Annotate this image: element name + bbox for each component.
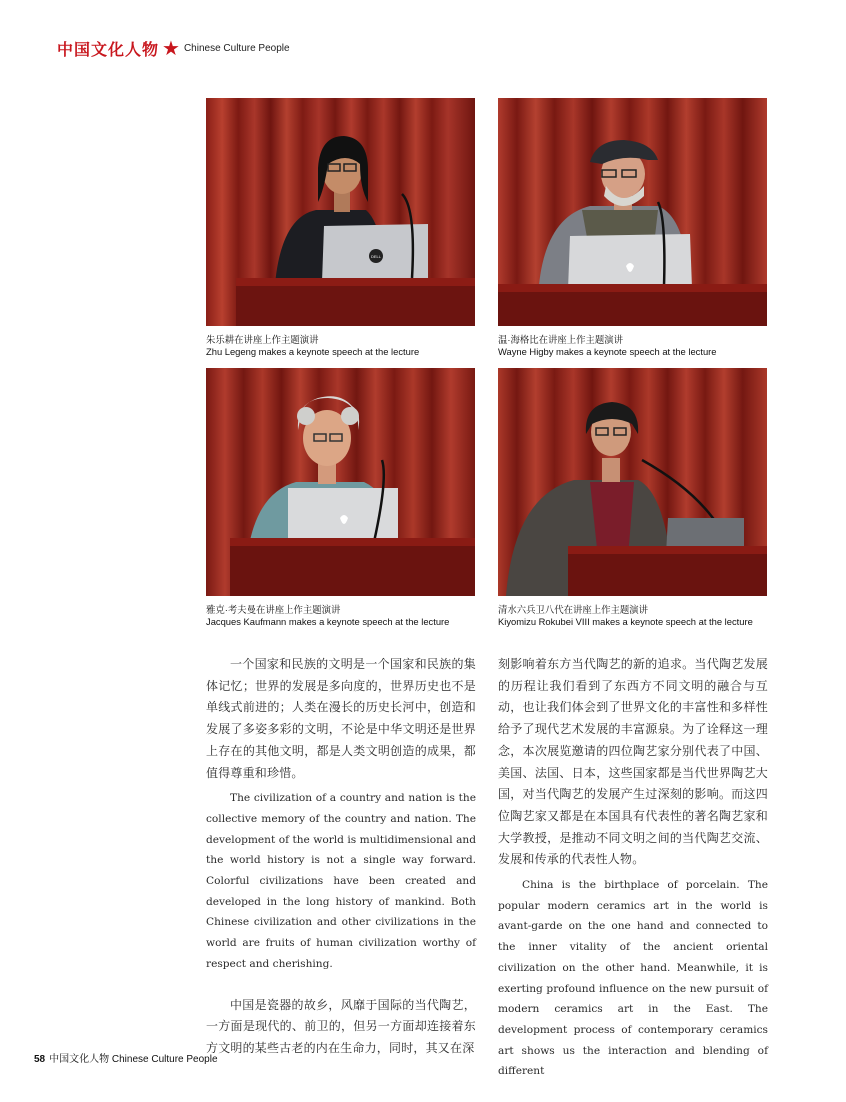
paragraph-en: The civilization of a country and nation is the collective memory of the country and nation. The development of the world is multidimensional and the world history is not a single way forward. Colorful civilizations have been created and developed in the long history of mankind. Both Chinese civilization and other civilizations in the world are fruits of human civilization worthy of respect and cherishing. [206,792,476,970]
paragraph-cn: 中国是瓷器的故乡，风靡于国际的当代陶艺，一方面是现代的、前卫的，但另一方面却连接着东方文明的某些古老的内在生命力，同时，其又在深 [206,997,476,1055]
page-footer [34,1050,218,1065]
masthead [57,36,290,60]
photo-zhu-legeng [206,98,475,326]
photo-jacques-kaufmann [206,368,475,596]
caption-jacques-kaufmann [206,604,449,628]
caption-en: Jacques Kaufmann makes a keynote speech at the lecture [206,616,450,627]
caption-cn: 朱乐耕在讲座上作主题演讲 [206,334,319,345]
paragraph-cn: 刻影响着东方当代陶艺的新的追求。当代陶艺发展的历程让我们看到了东西方不同文明的融合与互动，也让我们体会到了世界文化的丰富性和多样性给予了现代艺术发展的丰富源泉。为了诠释这一理念，本次展览邀请的四位陶艺家分别代表了中国、美国、法国、日本，这些国家都是当代世界陶艺大国，对当代陶艺的发展产生过深刻的影响。而这四位陶艺家又都是在本国具有代表性的著名陶艺家和大学教授，是推动不同文明之间的当代陶艺交流、发展和传承的代表性人物。 [498,657,768,867]
caption-en: Wayne Higby makes a keynote speech at the lecture [498,346,717,357]
article-column-left [206,654,476,1060]
caption-zhu-legeng [206,334,419,358]
caption-cn: 清水六兵卫八代在讲座上作主题演讲 [498,604,649,615]
masthead-title-cn: 中国文化人物 [57,39,160,59]
caption-en: Kiyomizu Rokubei VIII makes a keynote speech at the lecture [498,616,753,627]
article-column-right [498,654,768,1082]
caption-wayne-higby [498,334,717,358]
star-icon: ★ [162,36,180,60]
svg-text:DELL: DELL [370,254,382,259]
paragraph-cn: 一个国家和民族的文明是一个国家和民族的集体记忆；世界的发展是多向度的，世界历史也不是单线式前进的；人类在漫长的历史长河中，创造和发展了多姿多彩的文明，不论是中华文明还是世界上存在的其他文明，都是人类文明创造的成果，都值得尊重和珍惜。 [206,657,476,780]
page-number: 58 [34,1054,46,1065]
caption-cn: 雅克·考夫曼在讲座上作主题演讲 [206,604,341,615]
caption-en: Zhu Legeng makes a keynote speech at the lecture [206,346,420,357]
masthead-title-en: Chinese Culture People [183,42,290,54]
caption-cn: 温·海格比在讲座上作主题演讲 [498,334,623,345]
paragraph-en: China is the birthplace of porcelain. The popular modern ceramics art in the world is avant-garde on the one hand and connected to the inner vitality of the ancient oriental civilization on the other hand. Meanwhile, it is exerting profound influence on the new pursuit of modern ceramics art in the East. The development process of contemporary ceramics art shows us the interaction and blending of different [498,879,768,1078]
photo-kiyomizu-rokubei [498,368,767,596]
footer-publication: 中国文化人物 Chinese Culture People [49,1054,218,1065]
photo-wayne-higby [498,98,767,326]
caption-kiyomizu-rokubei [498,604,753,628]
